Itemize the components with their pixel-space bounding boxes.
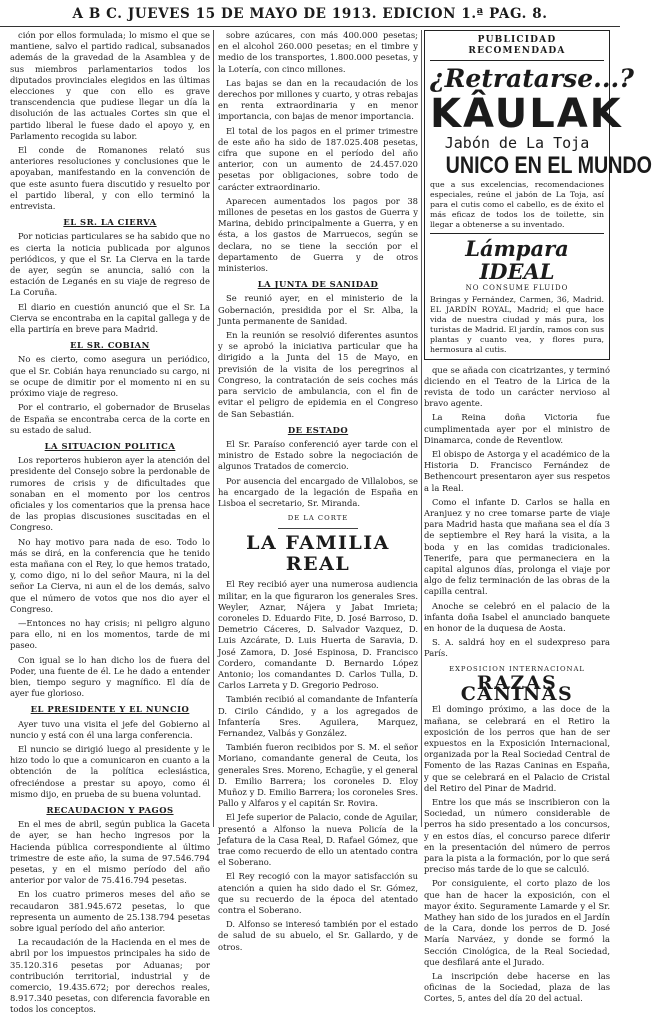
section-heading-presidente-nuncio: EL PRESIDENTE Y EL NUNCIO — [30, 704, 190, 715]
paragraph: El obispo de Astorga y el académico de la Historia D. Francisco Fernández de Bethencourt presentaron ayer sus respetos a la Real. — [424, 449, 610, 493]
ad-retratarse: ¿Retratarse...? — [430, 64, 634, 94]
paragraph: No hay motivo para nada de eso. Todo lo más se dirá, en la conferencia que he tenido esta mañana con el Rey, lo que hemos tratado, y, como digo, ni lo del señor Maura, ni la del señor La Cierva, ni aun el de los demás, salvo que el número de votos que nos dio ayer el Congreso. — [10, 536, 210, 614]
ad-lampara-ideal: Lámpara IDEAL — [430, 233, 604, 283]
headline-razas-caninas: RAZAS CANINAS — [460, 671, 574, 706]
paragraph: El Rey recibió ayer una numerosa audiencia militar, en la que figuraron los generales Sres. Weyler, Aznar, Nájera y Jabat Imrieta; coroneles D. Eduardo Fite, D. José Barroso, D. Demetrio Cáceres, D. Salvador Vazquez, D. Luis Azcárate, D. Luis Huerta de Saravia, D. José Zamora, D. José Espinosa, D. Francisco Cordero, comandante D. Bernardo López Antonio; los comandantes D. Carlos Tulla, D. Carlos Larreta y D. Gregorio Pedroso. — [218, 579, 418, 691]
advertisement-box — [424, 30, 652, 360]
paragraph: El Jefe superior de Palacio, conde de Aguilar, presentó a Alfonso la nueva Policía de la Jefatura de la Casa Real, D. Rafael Gómez, que trae como recuerdo de ello un atentado contra el Soberano. — [218, 812, 418, 868]
paragraph: El Rey recogió con la mayor satisfacción su atención a quien ha sido dado el Sr. Gómez, que su recuerdo de la época del atentado contra el Soberano. — [218, 871, 418, 916]
section-heading-de-estado: DE ESTADO — [287, 424, 349, 435]
column-rule-2 — [421, 30, 422, 827]
paragraph: Se reunió ayer, en el ministerio de la Gobernación, presidida por el Sr. Alba, la Junta permanente de Sanidad. — [218, 293, 418, 326]
paragraph: ción por ellos formulada; lo mismo el que se mantiene, salvo el partido radical, subsanados además de la gravedad de la Asamblea y de sus miembros parlamentarios todos los diputados provinciales elegidos en las últimas elecciones y que con ello es grave transcendencia que pudiese llegar un día la disolución de las actuales Cortes sin que el partido liberal le fuese dado el apoyo y, en Parlamento recogida su labor. — [10, 30, 210, 141]
kicker-de-la-corte: DE LA CORTE — [287, 514, 349, 523]
paragraph: que se añada con cicatrizantes, y terminó diciendo en el Teatro de la Lirica de la revista de todo un carácter nervioso al bravo agente. — [424, 364, 610, 409]
paragraph: En la reunión se resolvió diferentes asuntos y se aprobó la iniciativa particular que ha dirigido a la Junta del 15 de Mayo, en previsión de la visita de los peregrinos al Congreso, la contratación de seis coches más para servicio de ambulancia, con el fin de evitar el peligro de epidemia en el Congreso de San Sebastián. — [218, 330, 418, 419]
paragraph: También fueron recibidos por S. M. el señor Moriano, comandante general de Ceuta, los generales Sres. Moreno, Echagüe, y el general D. Emilio Barrera; los coroneles D. Eloy Muñoz y D. Emilio Barrera; los coroneles Sres. Pallo y Alfaros y el capitán Sr. Rovira. — [218, 742, 418, 809]
section-heading-la-cierva: EL SR. LA CIERVA — [63, 217, 157, 228]
section-heading-recaudacion: RECAUDACION Y PAGOS — [46, 805, 174, 815]
paragraph: No es cierto, como asegura un periódico, que el Sr. Cobián haya renunciado su cargo, ni se ocupe de dimitir por el momento ni en su próximo viaje de regreso. — [10, 354, 210, 399]
page-header: A B C. JUEVES 15 DE MAYO DE 1913. EDICION 1.ª PAG. 8. — [0, 4, 620, 27]
paragraph: El conde de Romanones relató sus anteriores resoluciones y conclusiones que le apoyaban, manifestando en la convención de que este asunto fuera discutido y resuelto por el partido liberal, y con ello terminó la entrevista. — [10, 145, 210, 212]
paragraph: La recaudación de la Hacienda en el mes de abril por los impuestos principales ha sido de 35.120.316 pesetas por Aduanas; por contribución territorial, industrial y de comercio, 19.435.672; por derechos reales, 8.917.340 pesetas, con diferencia favorable en todos los conceptos. — [10, 937, 210, 1015]
paragraph: Por el contrario, el gobernador de Bruselas de España se encontraba cerca de la corte en su estado de salud. — [10, 402, 210, 435]
paragraph: En los cuatro primeros meses del año se recaudaron 381.945.672 pesetas, lo que representa un aumento de 25.138.794 pesetas sobre igual período del año anterior. — [10, 889, 210, 934]
section-heading-cobian: EL SR. COBIAN — [70, 340, 150, 351]
paragraph: Con igual se lo han dicho los de fuera del Poder, una fuente de él. Le he dado a entender bien, tiempo seguro y magnífico. El día de ayer fue glorioso. — [10, 654, 210, 699]
paragraph: Los reporteros hubieron ayer la atención del presidente del Consejo sobre la perdonable de rumores de crisis y de dificultades que sonaban en el momento por los centros oficiales y los comentarios que la prensa hace de las propias discusiones suscitadas en el Congreso. — [10, 455, 210, 533]
headline-familia-real: LA FAMILIA REAL — [246, 532, 390, 576]
column-1 — [10, 30, 210, 1015]
paragraph: Por noticias particulares se ha sabido que no es cierta la noticia publicada por algunos periódicos, y que el Sr. La Cierva en la tarde de ayer, según se anuncia, salió con la estación de Leganés en su viaje de regreso de La Coruña. — [10, 231, 210, 298]
paragraph: D. Alfonso se interesó también por el estado de salud de su abuelo, el Sr. Gallardo, y de otros. — [218, 919, 418, 952]
section-heading-situacion-politica: LA SITUACION POLITICA — [44, 440, 176, 451]
ad-kaulak-logo: KÂULAK — [430, 91, 623, 138]
ad-body-text: que a sus excelencias, recomendaciones especiales, reúne el jabón de La Toja, así para el cutis como el cabello, es de éxito el más eficaz de todos los de toilette, sin llegar a obtenerse a su inventado. — [430, 180, 604, 230]
paragraph: S. A. saldrá hoy en el sudexpreso para París. — [424, 637, 610, 659]
paragraph: Por consiguiente, el corto plazo de los que han de hacer la exposición, con el mayor éxito. Seguramente Lamarde y el Sr. Mathey han sido de los jurados en el Jardín de la Cara, donde los perros de D. José María Narváez, y donde se formó la Sección Cinológica, de la Real Sociedad, que desfilará ante el Jurado. — [424, 878, 610, 967]
paragraph: La inscripción debe hacerse en las oficinas de la Sociedad, plaza de las Cortes, 5, antes del día 20 del actual. — [424, 970, 610, 1004]
ad-body-text: Bringas y Fernández, Carmen, 36, Madrid. EL JARDÍN ROYAL, Madrid; el que hace vida de nuestra ciudad y más pura, los turistas de Madrid. El jardín, ramos con sus plantas y cuanto vea, y flores pura, hermosura al cutis. — [430, 294, 604, 354]
column-rule-1 — [213, 30, 214, 827]
ad-no-consume-fluido: NO CONSUME FLUIDO — [465, 284, 569, 293]
ad-banner: PUBLICIDAD RECOMENDADA — [430, 35, 604, 61]
paragraph: El total de los pagos en el primer trimestre de este año ha sido de 187.025.408 pesetas, cifra que supone en el período del año anterior, con un aumento de 24.457.020 pesetas por obligaciones, sobre todo de carácter extraordinario. — [218, 125, 418, 192]
ad-jabon-toja: Jabón de La Toja — [444, 134, 590, 153]
column-2 — [218, 30, 418, 952]
paragraph: El diario en cuestión anunció que el Sr. La Cierva se encontraba en la capital gallega y de ella partiría en breve para Madrid. — [10, 301, 210, 335]
paragraph: Aparecen aumentados los pagos por 38 millones de pesetas en los gastos de Guerra y Marina, debido principalmente a Guerra, y en ésta, a los gastos de Marruecos, según se declara, no se tiene la sección por el departamento de Guerra y de otros ministerios. — [218, 195, 418, 274]
column-3 — [424, 30, 652, 1004]
paragraph: También recibió al comandante de Infantería D. Cirilo Cándido, y a los agregados de Infantería Sres. Aguilera, Marquez, Fernandez, Valbás y González. — [218, 694, 418, 738]
ad-unico-en-el-mundo: UNICO EN EL MUNDO — [445, 152, 652, 180]
paragraph: El nuncio se dirigió luego al presidente y le hizo todo lo que a comunicaron en cuanto a la obtención de la política eclesiástica, ofreciéndose a prestar su apoyo, como él mismo dijo, en prueba de su buena voluntad. — [10, 743, 210, 799]
paragraph: Como el infante D. Carlos se halla en Aranjuez y no cree tomarse parte de viaje para Madrid hasta que mañana sea el día 3 de septiembre el Rey hará la visita, a la boda y en las comidas tradicionales. Tenerife, para que permaneciera en la capital algunos días, prolonga el viaje por algo de feliz terminación de las obras de la capilla central. — [424, 496, 610, 597]
paragraph: Por ausencia del encargado de Villalobos, se ha encargado de la legación de España en Lisboa el secretario, Sr. Miranda. — [218, 475, 418, 508]
paragraph: Ayer tuvo una visita el jefe del Gobierno al nuncio y está con él una larga conferencia. — [10, 718, 210, 740]
paragraph: El Sr. Paraíso conferenció ayer tarde con el ministro de Estado sobre la negociación de algunos Tratados de comercio. — [218, 438, 418, 472]
paragraph: sobre azúcares, con más 400.000 pesetas; en el alcohol 260.000 pesetas; en el timbre y medio de los transportes, 1.800.000 pesetas, y la Lotería, con cinco millones. — [218, 30, 418, 74]
paragraph: Anoche se celebró en el palacio de la infanta doña Isabel el anunciado banquete en honor de la duquesa de Aosta. — [424, 600, 610, 634]
paragraph: —Entonces no hay crisis; ni peligro alguno para ello, ni en los momentos, tarde de mi paseo. — [10, 617, 210, 651]
paragraph: La Reina doña Victoria fue cumplimentada ayer por el ministro de Dinamarca, conde de Reventlow. — [424, 412, 610, 445]
kicker-exposicion-internacional: EXPOSICION INTERNACIONAL — [449, 664, 585, 673]
divider — [278, 528, 358, 529]
paragraph: El domingo próximo, a las doce de la mañana, se celebrará en el Retiro la exposición de los perros que han de ser expuestos en la Exposición Internacional, organizada por la Real Sociedad Central de Fomento de las Razas Caninas en España, y que se celebrará en el Palacio de Cristal del Retiro del Pinar de Madrid. — [424, 704, 610, 793]
paragraph: Las bajas se dan en la recaudación de los derechos por millones y cuarto, y otras rebajas en renta extraordinaria y en menor importancia, con bajas de menor importancia. — [218, 77, 418, 122]
paragraph: Entre los que más se inscribieron con la Sociedad, un número considerable de perros ha sido presentado a los concursos, y en estos días, el concurso parece diferir en la presentación del número de perros para la pista a la formación, por lo que será preciso más tarde de lo que se calculó. — [424, 796, 610, 875]
section-heading-junta-sanidad: LA JUNTA DE SANIDAD — [257, 279, 379, 290]
paragraph: En el mes de abril, según publica la Gaceta de ayer, se han hecho ingresos por la Hacienda pública correspondiente al último trimestre de este año, la suma de 97.546.794 pesetas, y en el mismo período del año anterior por valor de 75.416.794 pesetas. — [10, 819, 210, 886]
